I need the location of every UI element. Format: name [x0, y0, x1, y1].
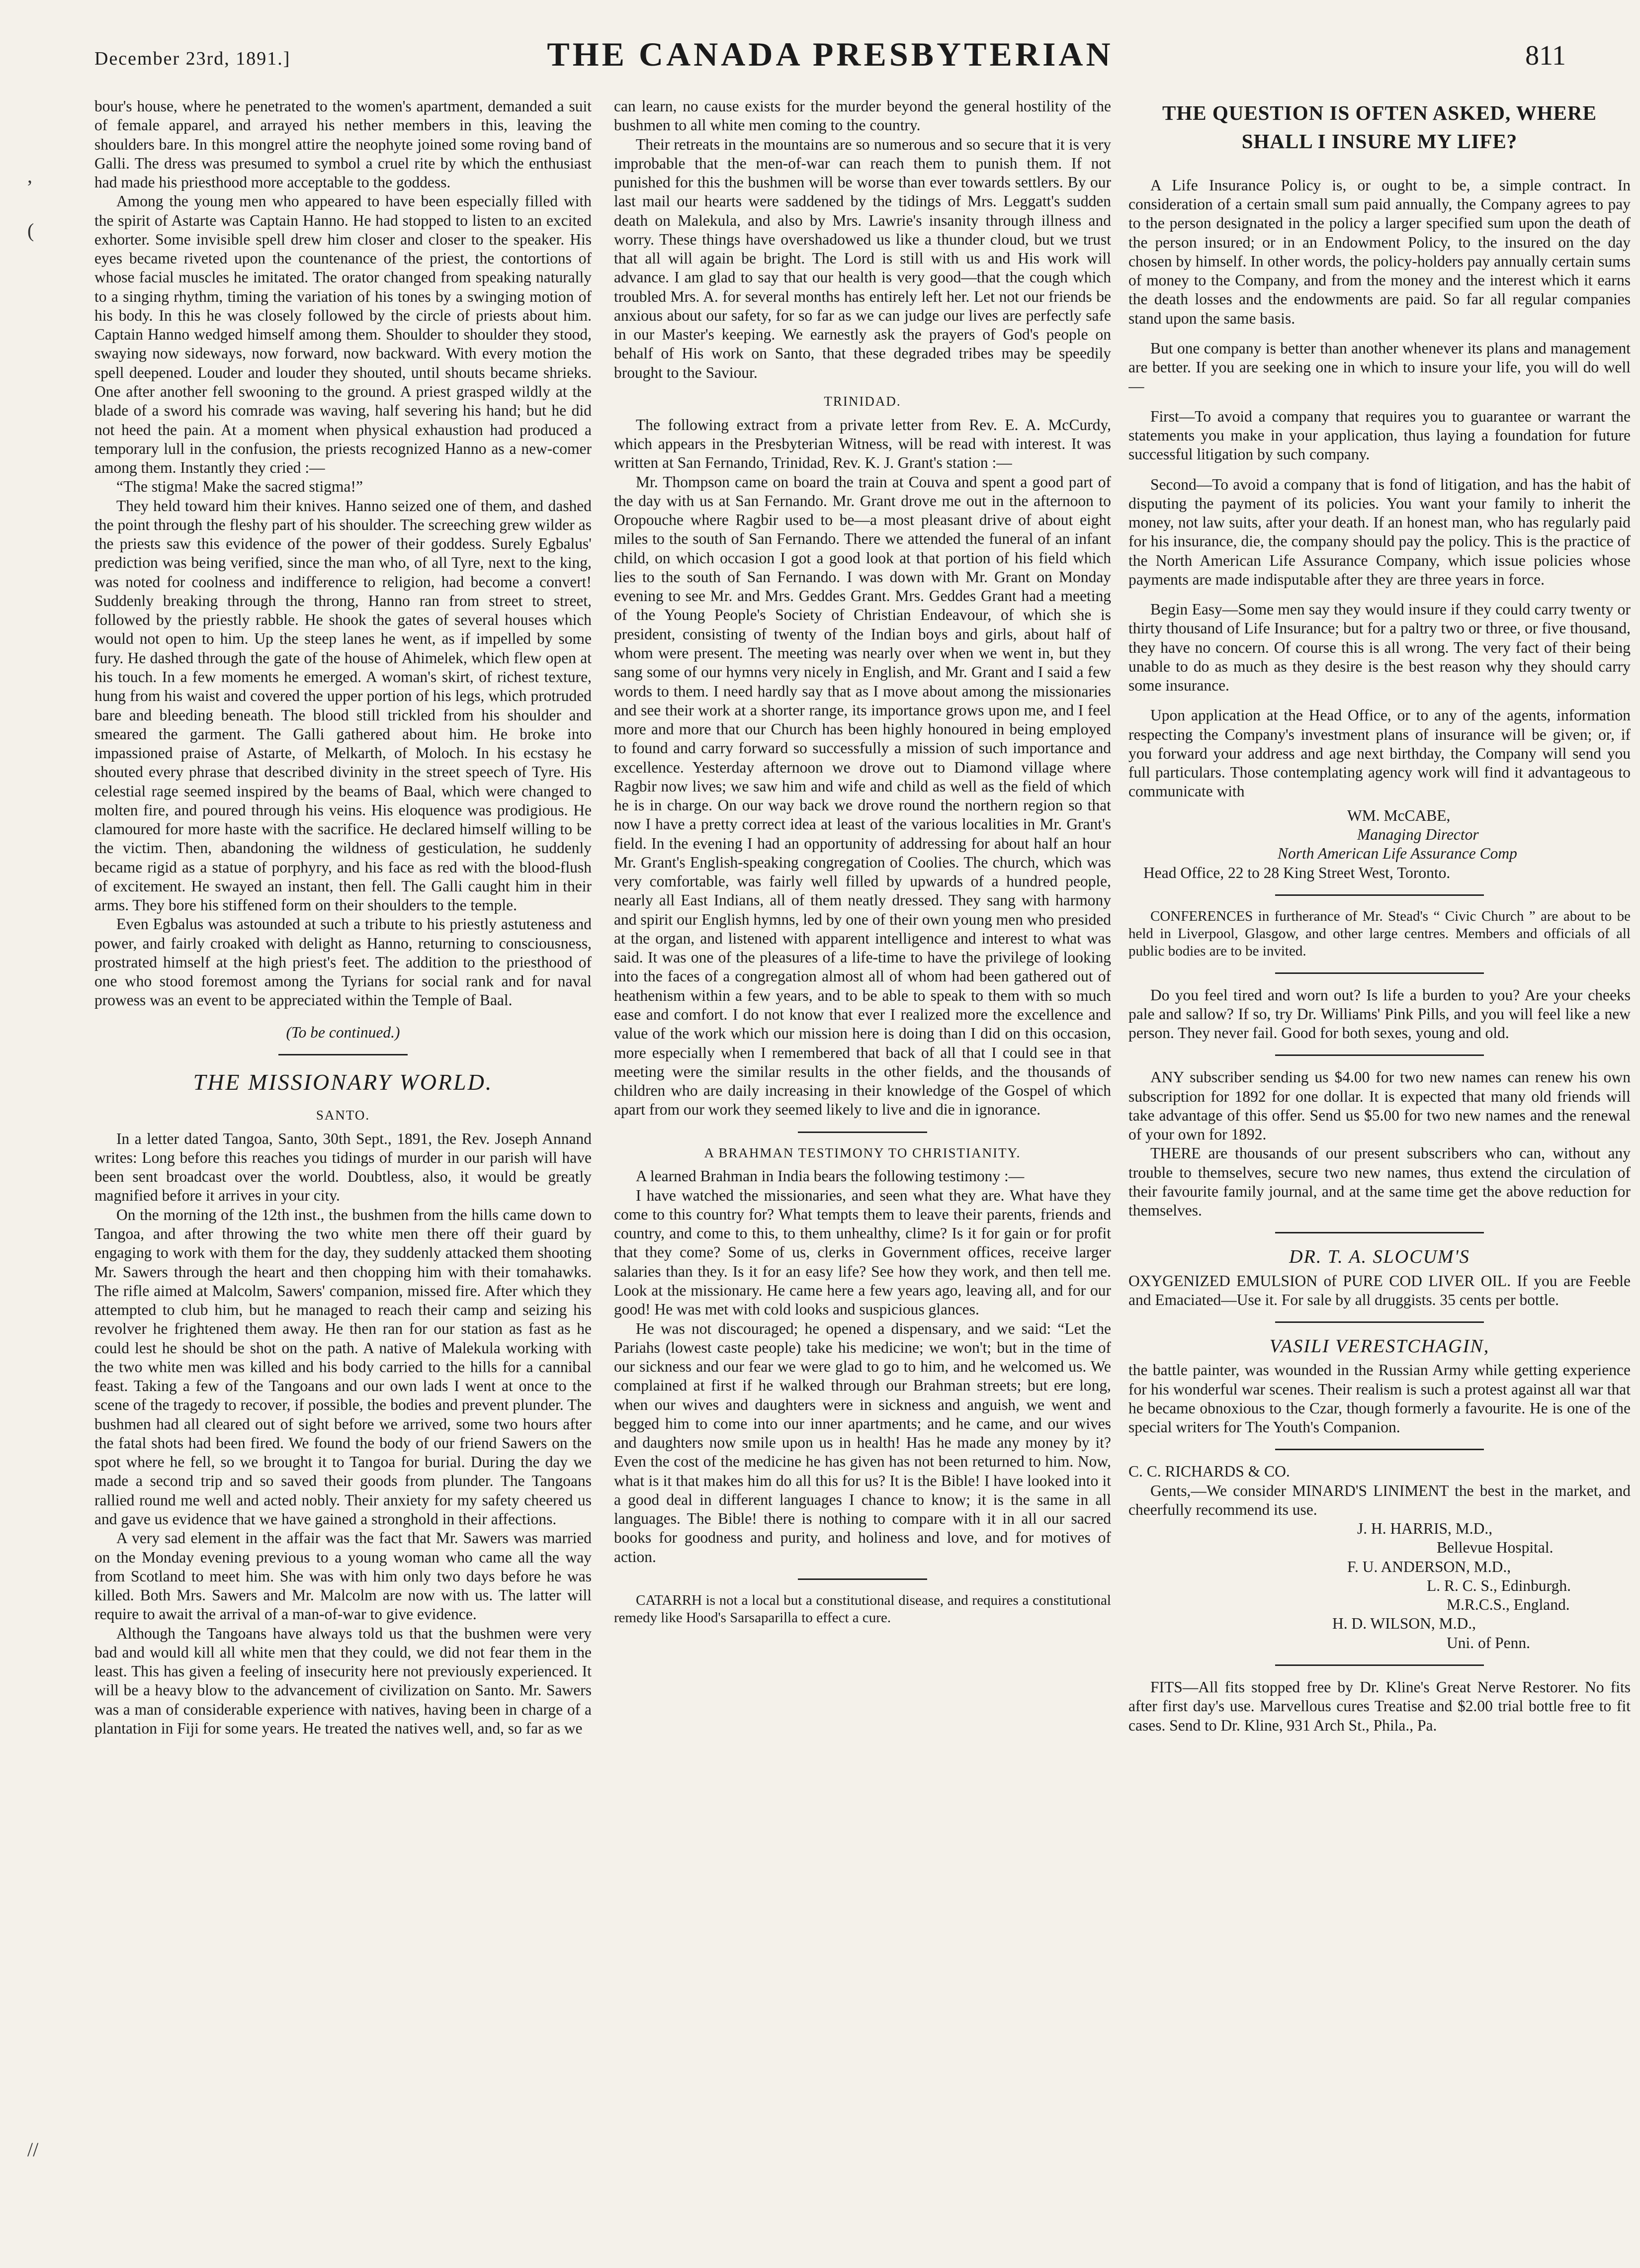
- divider: [798, 1578, 927, 1580]
- divider: [1275, 1232, 1484, 1233]
- divider: [1275, 1664, 1484, 1666]
- paragraph: A Life Insurance Policy is, or ought to be, a simple contract. In consideration of a certain small sum paid annually, the Company agrees to pay to the person designated in the policy a larger specified sum upon the death of the person insured; or in an Endowment Policy, to the insured on the day chosen by himself. In other words, the policy-holders pay annually certain sums of money to the Company, and from the money and the interest which it earns the death losses and the endowments are paid. So far all regular companies stand upon the same basis.: [1128, 176, 1631, 327]
- paragraph: Their retreats in the mountains are so numerous and so secure that it is very improbable that the men-of-war can reach them to punish them. If not punished for this the bushmen will be worse than ever towards settlers. By our last mail our hearts were saddened by the tidings of Mrs. Leggatt's sudden death on Malekula, and also by Mrs. Lawrie's insanity through illness and worry. These things have overshadowed us like a thunder cloud, but we trust that all will again be bright. The Lord is still with us and His work will advance. I am glad to say that our health is very good—that the cough which troubled Mrs. A. for several months has entirely left her. Let not our friends be anxious about our safety, for so far as we can judge our lives are perfectly safe in our Master's keeping. We earnestly ask the prayers of God's people on behalf of His work on Santo, that these degraded tribes may be speedily brought to the Saviour.: [614, 135, 1111, 381]
- endorser-institution: L. R. C. S., Edinburgh.: [1427, 1576, 1571, 1594]
- paragraph: Even Egbalus was astounded at such a tribute to his priestly astuteness and power, and fairly croaked with delight as Hanno, returning to consciousness, prostrated himself at the high priest's feet. The addition to the priesthood of one who stood foremost among the Tyrians for social rank and for naval prowess was an event to be appreciated within the Temple of Baal.: [94, 915, 592, 1009]
- column-2: [614, 97, 1111, 2250]
- paragraph: Among the young men who appeared to have been especially filled with the spirit of Astarte was Captain Hanno. He had stopped to listen to an excited exhorter. Some invisible spell drew him closer and closer to the speaker. His eyes became riveted upon the countenance of the priest, the contortions of whose facial muscles he imitated. The orator changed from speaking naturally to a singing rhythm, timing the variation of his tones by a swinging motion of his body. In this he was closely followed by the circle of priests about him. Captain Hanno wedged himself among them. Shoulder to shoulder they stood, swaying now sideways, now forward, now backward. With every motion the spell deepened. Louder and louder they shouted, until shouts became shrieks. One after another fell swooning to the ground. A priest grasped wildly at the blade of a sword his comrade was waving, half severing his hand; but he did not heed the pain. At a moment when physical exhaustion had produced a temporary lull in the confusion, the priests recognized Hanno as a new-comer among them. Instantly they cried :—: [94, 192, 592, 477]
- margin-mark: (: [27, 219, 34, 242]
- endorser-institution: M.R.C.S., England.: [1447, 1596, 1570, 1614]
- subsection-title: TRINIDAD.: [824, 393, 901, 409]
- endorser-institution: Uni. of Penn.: [1447, 1634, 1530, 1652]
- subscriber-offer: THERE are thousands of our present subscribers who can, without any trouble to themselves, secure two new names, thus extend the circulation of their favourite family journal, and at the same time get the above reduction for themselves.: [1128, 1144, 1631, 1220]
- section-title: THE MISSIONARY WORLD.: [193, 1069, 493, 1095]
- paragraph: A learned Brahman in India bears the following testimony :—: [636, 1167, 1025, 1185]
- company-name: North American Life Assurance Comp: [1278, 845, 1517, 863]
- slocum-heading: DR. T. A. SLOCUM'S: [1289, 1246, 1470, 1268]
- conferences-notice: CONFERENCES in furtherance of Mr. Stead's “ Civic Church ” are about to be held in Liverpool, Glasgow, and other large centres. Members and officials of all public bodies are to be invited.: [1128, 908, 1631, 960]
- subscriber-offer: ANY subscriber sending us $4.00 for two new names can renew his own subscription for 1892 for one dollar. It is expected that many old friends will take advantage of this offer. Send us $5.00 for two new names and the renewal of your own for 1892.: [1128, 1068, 1631, 1143]
- fits-ad: FITS—All fits stopped free by Dr. Kline's Great Nerve Restorer. No fits after first day's use. Marvellous cures Treatise and $2.00 trial bottle free to fit cases. Send to Dr. Kline, 931 Arch St., Phila., Pa.: [1128, 1678, 1631, 1734]
- column-1: [94, 97, 592, 2250]
- paragraph: The following extract from a private letter from Rev. E. A. McCurdy, which appears in the Presbyterian Witness, will be read with interest. It was written at San Fernando, Trinidad, Rev. K. J. Grant's station :—: [614, 416, 1111, 472]
- signatory-role: Managing Director: [1357, 826, 1479, 844]
- divider: [1275, 1321, 1484, 1323]
- paragraph: Gents,—We consider MINARD'S LINIMENT the best in the market, and cheerfully recommend its use.: [1128, 1482, 1631, 1518]
- letter-from: C. C. RICHARDS & CO.: [1128, 1463, 1290, 1481]
- subsection-title: SANTO.: [316, 1107, 370, 1123]
- insurance-headline: THE QUESTION IS OFTEN ASKED, WHERE SHALL I INSURE MY LIFE?: [1162, 101, 1597, 153]
- page-header: [94, 35, 1566, 80]
- paragraph: can learn, no cause exists for the murder beyond the general hostility of the bushmen to all white men coming to the country.: [614, 97, 1111, 134]
- column-3: [1128, 97, 1631, 2250]
- office-address: Head Office, 22 to 28 King Street West, Toronto.: [1143, 864, 1451, 881]
- divider: [1275, 972, 1484, 974]
- paragraph: Mr. Thompson came on board the train at Couva and spent a good part of the day with us at San Fernando. Mr. Grant drove me out in the afternoon to Oropouche where Ragbir used to be—a most pleasant drive of about eight miles to the south of San Fernando. There we attended the funeral of an infant child, on which occasion I got a good look at that portion of his field which lies to the south of San Fernando. I was down with Mr. Grant on Monday evening to see Mr. and Mrs. Geddes Grant. Mrs. Geddes Grant had a meeting of the Young People's Society of Christian Endeavour, of which she is president, consisting of twenty of the Indian boys and girls, about half of whom were present. The meeting was nearly over when we went in, but they sang some of our hymns very nicely in English, and Mr. Grant and I said a few words to them. I need hardly say that as I move about among the missionaries and see their work at a shorter range, its importance grows upon me, and I feel more and more that our Church has been highly honoured in being employed to found and carry forward so successfully a mission of such importance and excellence. Yesterday afternoon we drove out to Diamond village where Ragbir now lives; we saw him and wife and child as well as the field of which he is in charge. On our way back we drove round the northern region so that now I have a pretty correct idea at least of the various localities in Mr. Grant's field. In the evening I had an opportunity of addressing for about half an hour Mr. Grant's English-speaking congregation of Coolies. The church, which was very comfortable, was fairly well filled by upwards of a hundred people, nearly all East Indians, all of them neatly dressed. They sang with harmony and spirit our English hymns, led by one of their own young men who presided at the organ, and listened with apparent intelligence and interest to what was said. It was one of the pleasures of a life-time to have the privilege of looking into the faces of a congregation almost all of whom had been gathered out of heathenism within a few years, and to be able to speak to them with so much ease and comfort. I do not know that ever I realized more the excellence and value of the work which our mission here is doing than I did on this occasion, more especially when I remembered that back of all that I could see in that meeting were the similar results in the other fields, and the thousands of children who are daily increasing in their knowledge of the Gospel of which apart from our work they seemed likely to live and die in ignorance.: [614, 473, 1111, 1119]
- pink-pills-ad: Do you feel tired and worn out? Is life a burden to you? Are your cheeks pale and sallow? If so, try Dr. Williams' Pink Pills, and you will feel like a new person. They never fail. Good for both sexes, young and old.: [1128, 986, 1631, 1042]
- verestchagin-notice: the battle painter, was wounded in the Russian Army while getting experience for his wonderful war scenes. Their realism is such a protest against all war that he became obnoxious to the Czar, though formerly a favourite. He is one of the special writers for The Youth's Companion.: [1128, 1361, 1631, 1436]
- paragraph: But one company is better than another whenever its plans and management are better. If you are seeking one in which to insure your life, you will do well—: [1128, 339, 1631, 395]
- minards-liniment-ad: [1128, 1462, 1631, 1653]
- margin-mark: ,: [27, 165, 32, 187]
- signatory-name: WM. McCABE,: [1347, 806, 1451, 824]
- endorser-name: H. D. WILSON, M.D.,: [1332, 1615, 1476, 1633]
- paragraph: First—To avoid a company that requires you to guarantee or warrant the statements you make in your application, thus laying a foundation for future successful litigation by such company.: [1128, 407, 1631, 463]
- paragraph: “The stigma! Make the sacred stigma!”: [116, 478, 363, 496]
- paragraph: They held toward him their knives. Hanno seized one of them, and dashed the point through the fleshy part of his shoulder. The screeching grew wilder as the priests saw this evidence of the power of their goddess. Surely Egbalus' prediction was being verified, since the man who, of all Tyre, next to the king, was noted for coolness and indifference to religion, had become a convert! Suddenly breaking through the throng, Hanno ran from street to street, followed by the priestly rabble. He shook the gates of several houses which would not open to him. Up the steep lanes he went, as if impelled by some fury. He dashed through the gate of the house of Ahimelek, which flew open at his touch. In a few moments he emerged. A woman's skirt, of richest texture, hung from his waist and covered the upper portion of his legs, which protruded bare and bleeding beneath. The blood still trickled from his shoulder and smeared the garment. The Galli gathered about him. He broke into impassioned praise of Astarte, of Melkarth, of Moloch. In his ecstasy he shouted every phrase that described divinity in the street speech of Tyre. His celestial rage seemed inspired by the beams of Baal, which were changed to molten fire, and poured through his veins. His eloquence was prodigious. He clamoured for more haste with the sacrifice. He declared himself willing to be the victim. Then, abandoning the wildness of gesticulation, he suddenly became rigid as a statue of porphyry, and his face as red with the blood-flush of excitement. He swayed an instant, then fell. The Galli caught him in their arms. They bore his stiffened form on their shoulders to the temple.: [94, 497, 592, 914]
- divider: [798, 1132, 927, 1133]
- endorser-institution: Bellevue Hospital.: [1437, 1539, 1554, 1557]
- paragraph: A very sad element in the affair was the fact that Mr. Sawers was married on the Monday evening previous to a young woman who came all the way from Scotland to meet him. She was with him only two days before he was killed. Both Mrs. Sawers and Mr. Malcolm are now with us. The latter will require to await the arrival of a man-of-war to give evidence.: [94, 1529, 592, 1623]
- paragraph: Second—To avoid a company that is fond of litigation, and has the habit of disputing the payment of its policies. You want your family to inherit the money, not law suits, after your death. If an honest man, who has regularly paid for his insurance, die, the company should pay the policy. This is the practice of the North American Life Assurance Company, which issue policies whose payments are made indisputable after they are three years in force.: [1128, 475, 1631, 588]
- catarrh-notice: CATARRH is not a local but a constitutional disease, and requires a constitutional remedy like Hood's Sarsaparilla to effect a cure.: [614, 1592, 1111, 1626]
- paragraph: On the morning of the 12th inst., the bushmen from the hills came down to Tangoa, and after throwing the two white men there off their guard by engaging to work with them for the day, they suddenly attacked them shooting Mr. Sawers through the heart and then chopping him with their tomahawks. The rifle aimed at Malcolm, Sawers' companion, missed fire. After which they attempted to club him, but he managed to reach their camp and seizing his revolver he frightened them away. He then ran for our station as fast as he could lest he should be shot on the path. A native of Malekula working with the two white men was killed and his body carried to the hills for a cannibal feast. Taking a few of the Tangoans and our own lads I went at once to the scene of the tragedy to recover, if possible, the bodies and prevent plunder. The bushmen had all cleared out of sight before we arrived, some two hours after the fatal shots had been fired. We found the body of our friend Sawers on the spot where he fell, so we brought it to Tangoa for burial. During the day we made a second trip and so saved their goods from plunder. The Tangoans rallied round me well and acted nobly. Their anxiety for my safety cheered us and gave us evidence that we have gained a stronghold in their affections.: [94, 1206, 592, 1528]
- signature-block: [1128, 806, 1631, 882]
- continued-note: (To be continued.): [286, 1023, 400, 1041]
- margin-mark: //: [27, 2138, 39, 2161]
- endorser-name: F. U. ANDERSON, M.D.,: [1347, 1558, 1511, 1575]
- paragraph: In a letter dated Tangoa, Santo, 30th Sept., 1891, the Rev. Joseph Annand writes: Long before this reaches you tidings of murder in our parish will have been sent broadcast over the world. Doubtless, also, it would be greatly magnified before it arrives in your city.: [94, 1130, 592, 1205]
- paragraph: I have watched the missionaries, and seen what they are. What have they come to this country for? What tempts them to leave their parents, friends and country, and come to this, to them unhealthy, clime? Is it for gain or for profit that they come? Some of us, clerks in Government offices, receive larger salaries than they. Is it for an easy life? See how they work, and then tell me. Look at the missionary. He came here a few years ago, leaving all, and for our good! He was met with cold looks and suspicious glances.: [614, 1186, 1111, 1318]
- paragraph: Although the Tangoans have always told us that the bushmen were very bad and would kill all white men that they could, we did not fear them in the least. This has given a feeling of insecurity here not previously experienced. It will be a heavy blow to the advancement of civilization on Santo. Mr. Sawers was a man of considerable experience with natives, having been in charge of a plantation in Fiji for some years. He treated the natives well, and, so far as we: [94, 1624, 592, 1737]
- issue-date: December 23rd, 1891.]: [94, 48, 291, 69]
- page-number: 811: [1525, 40, 1566, 71]
- verestchagin-heading: VASILI VERESTCHAGIN,: [1269, 1336, 1490, 1357]
- endorser-name: J. H. HARRIS, M.D.,: [1357, 1520, 1493, 1538]
- divider: [1275, 894, 1484, 896]
- subsection-title: A BRAHMAN TESTIMONY TO CHRISTIANITY.: [704, 1145, 1021, 1160]
- divider: [278, 1054, 408, 1055]
- divider: [1275, 1449, 1484, 1450]
- paragraph: bour's house, where he penetrated to the women's apartment, demanded a suit of female apparel, and arrayed his nether members in this, leaving the shoulders bare. In this mongrel attire the neophyte joined some roving band of Galli. The dress was presumed to symbol a cruel rite by which the enthusiast had made his priesthood more acceptable to the goddess.: [94, 97, 592, 191]
- paragraph: He was not discouraged; he opened a dispensary, and we said: “Let the Pariahs (lowest caste people) take his medicine; we won't; but in the time of our sickness and our fear we were glad to go to him, and he welcomed us. We complained at first if he walked through our Brahman streets; but ere long, when our wives and daughters were in sickness and anguish, we went and begged him to come into our inner apartments; and he came, and our wives and daughters now smile upon us in health! Has he made any money by it? Even the cost of the medicine he has given has not been returned to him. Now, what is it that makes him do all this for us? It is the Bible! I have looked into it a good deal in different languages I chance to know; it is the same in all languages. The Bible! there is nothing to compare with it in all our sacred books for goodness and purity, and holiness and love, and for motives of action.: [614, 1319, 1111, 1566]
- slocum-ad: OXYGENIZED EMULSION of PURE COD LIVER OIL. If you are Feeble and Emaciated—Use it. For sale by all druggists. 35 cents per bottle.: [1128, 1272, 1631, 1308]
- masthead-title: THE CANADA PRESBYTERIAN: [547, 35, 1114, 73]
- paragraph: Upon application at the Head Office, or to any of the agents, information respecting the Company's investment plans of insurance will be given; or, if you forward your address and age next birthday, the Company will send you full particulars. Those contemplating agency work will find it advantageous to communicate with: [1128, 706, 1631, 800]
- paragraph: Begin Easy—Some men say they would insure if they could carry twenty or thirty thousand of Life Insurance; but for a paltry two or three, or five thousand, they have no concern. Of course this is all wrong. The very fact of their being unable to do as much as they desire is the best reason why they should carry some insurance.: [1128, 601, 1631, 695]
- divider: [1275, 1054, 1484, 1056]
